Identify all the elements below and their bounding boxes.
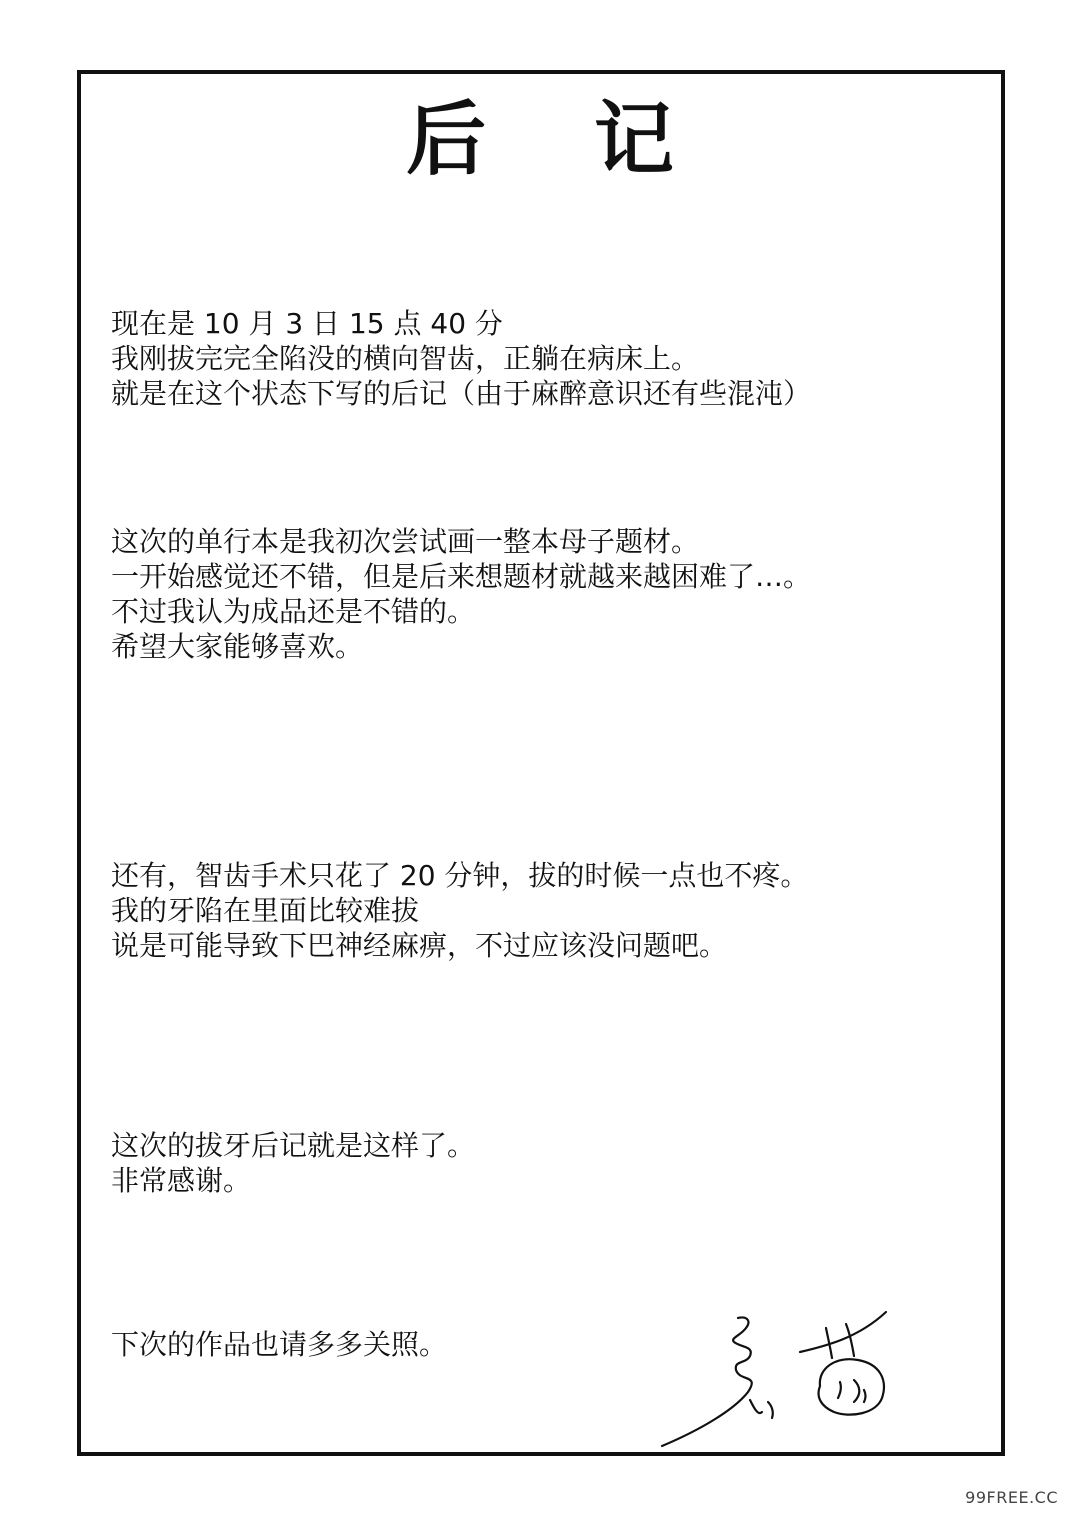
text-line: 一开始感觉还不错，但是后来想题材就越来越困难了…。 (111, 560, 812, 593)
paragraph-date-status (111, 306, 991, 411)
text-line: 希望大家能够喜欢。 (111, 630, 364, 663)
paragraph-thanks (111, 1128, 991, 1198)
watermark-label: 99FREE.CC (965, 1488, 1058, 1507)
text-line: 就是在这个状态下写的后记（由于麻醉意识还有些混沌） (111, 377, 812, 410)
text-line: 现在是 10 月 3 日 15 点 40 分 (111, 307, 503, 340)
text-line: 非常感谢。 (111, 1164, 252, 1197)
handwritten-signature-icon (650, 1298, 910, 1458)
page-title: 后 记 (406, 93, 714, 186)
text-line: 还有，智齿手术只花了 20 分钟，拔的时候一点也不疼。 (111, 859, 809, 892)
text-line: 下次的作品也请多多关照。 (111, 1328, 448, 1361)
paragraph-surgery (111, 858, 991, 963)
text-line: 我的牙陷在里面比较难拔 (111, 894, 420, 927)
text-line: 这次的单行本是我初次尝试画一整本母子题材。 (111, 525, 700, 558)
afterword-frame (77, 70, 1005, 1456)
paragraph-book-comment (111, 524, 991, 664)
text-line: 不过我认为成品还是不错的。 (111, 595, 476, 628)
text-line: 说是可能导致下巴神经麻痹，不过应该没问题吧。 (111, 929, 728, 962)
text-line: 这次的拔牙后记就是这样了。 (111, 1129, 476, 1162)
text-line: 我刚拔完完全陷没的横向智齿，正躺在病床上。 (111, 342, 700, 375)
